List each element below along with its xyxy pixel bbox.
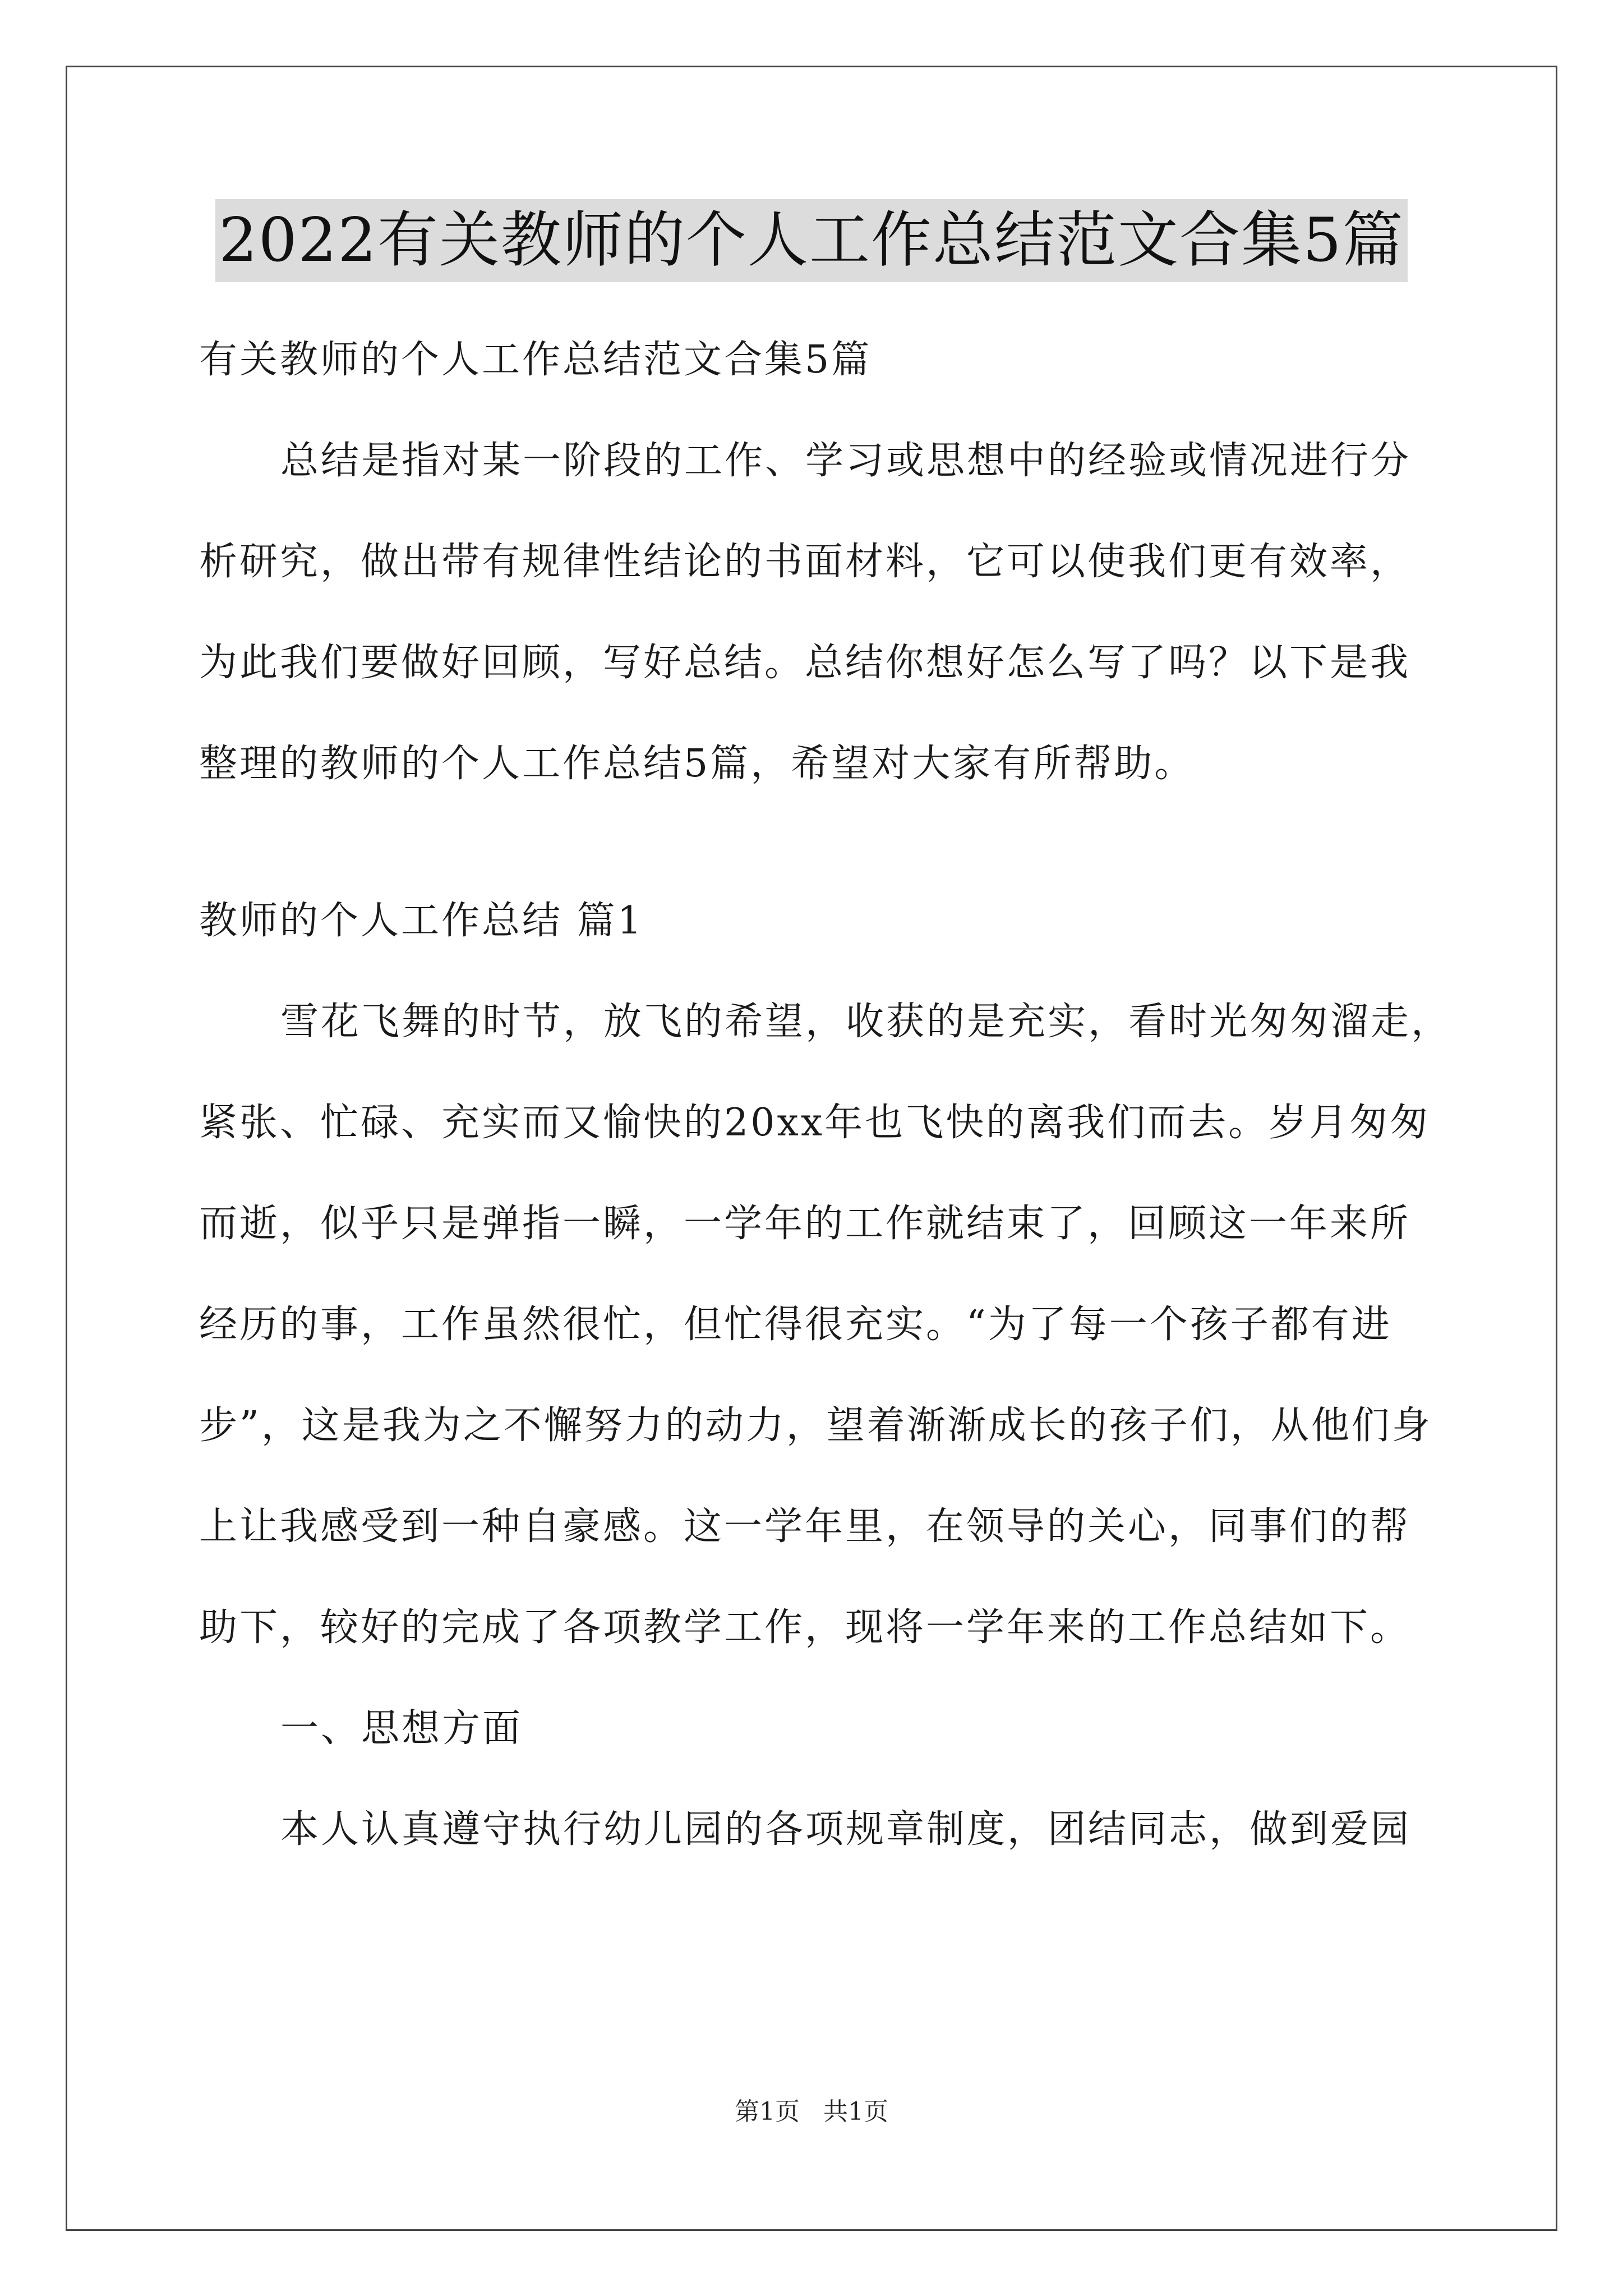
document-title: 2022有关教师的个人工作总结范文合集5篇: [215, 199, 1408, 282]
section-gap: [199, 815, 1455, 871]
page-footer: 第1页 共1页: [735, 2097, 888, 2126]
section1-line-6: 上让我感受到一种自豪感。这一学年里，在领导的关心，同事们的帮: [199, 1504, 1411, 1549]
section-heading: 教师的个人工作总结 篇1: [199, 899, 644, 943]
intro-line-3: 为此我们要做好回顾，写好总结。总结你想好怎么写了吗？以下是我: [199, 641, 1411, 685]
section1-line-3: 而逝，似乎只是弹指一瞬，一学年的工作就结束了，回顾这一年来所: [199, 1202, 1411, 1246]
section1-line-1: 雪花飞舞的时节，放飞的希望，收获的是充实，看时光匆匆溜走，: [280, 1000, 1452, 1044]
paragraph-start: 本人认真遵守执行幼儿园的各项规章制度，团结同志，做到爱园: [280, 1807, 1412, 1852]
document-body: [199, 310, 1455, 1880]
intro-line-2: 析研究，做出带有规律性结论的书面材料，它可以使我们更有效率，: [199, 540, 1411, 584]
title-container: [0, 199, 1623, 282]
section1-line-4: 经历的事，工作虽然很忙，但忙得很充实。“为了每一个孩子都有进: [199, 1303, 1392, 1347]
section1-line-2: 紧张、忙碌、充实而又愉快的20xx年也飞快的离我们而去。岁月匆匆: [199, 1101, 1431, 1145]
document-subtitle: 有关教师的个人工作总结范文合集5篇: [199, 338, 872, 382]
section1-line-5: 步”，这是我为之不懈努力的动力，望着渐渐成长的孩子们，从他们身: [199, 1404, 1432, 1448]
subheading-thought: 一、思想方面: [280, 1706, 523, 1751]
intro-line-1: 总结是指对某一阶段的工作、学习或思想中的经验或情况进行分: [280, 439, 1412, 483]
section1-line-7: 助下，较好的完成了各项教学工作，现将一学年来的工作总结如下。: [199, 1605, 1411, 1650]
intro-line-4: 整理的教师的个人工作总结5篇，希望对大家有所帮助。: [199, 742, 1195, 786]
